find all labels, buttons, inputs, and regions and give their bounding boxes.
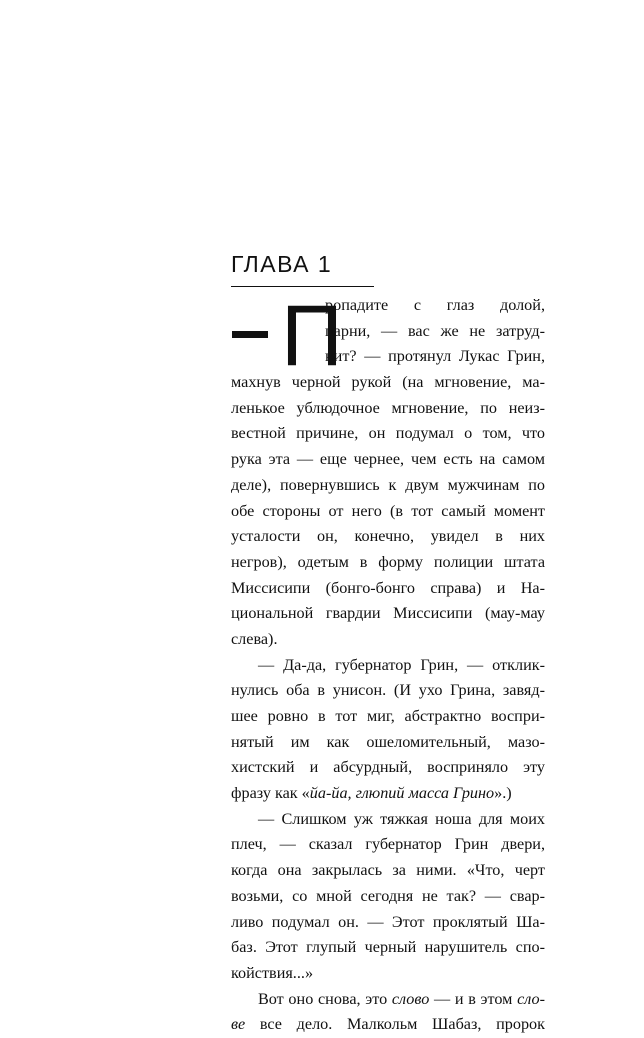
- text-line: негров), одетым в форму полиции штата: [231, 552, 545, 571]
- text-line: шее ровно в тот миг, абстрактно воспри-: [231, 707, 545, 725]
- text-fragment: Вот оно снова, это: [258, 989, 392, 1008]
- text-line: баз. Этот глупый черный нарушитель спо-: [231, 938, 545, 957]
- text-fragment: фразу как «: [231, 784, 310, 803]
- text-line: плеч, — сказал губернатор Грин двери,: [231, 835, 545, 854]
- text-line: когда она закрылась за ними. «Что, черт: [231, 861, 545, 880]
- body-text: [231, 288, 545, 1038]
- text-line: [231, 1012, 545, 1038]
- text-line: махнув черной рукой (на мгновение, ма-: [231, 373, 545, 392]
- italic-phrase: йа-йа, глюпий масса Грино: [309, 784, 495, 803]
- text-line: парни, — вас же не затруд-: [325, 321, 545, 340]
- text-fragment: ».): [494, 784, 512, 803]
- text-line: ленькое ублюдочное мгновение, по неиз-: [231, 398, 545, 417]
- text-line: нулись оба в унисон. (И ухо Грина, завяд-: [231, 681, 545, 700]
- text-line: — Слишком уж тяжкая ноша для моих: [258, 809, 545, 828]
- text-line: слева).: [231, 629, 278, 648]
- text-line: усталости он, конечно, увидел в них: [231, 527, 545, 546]
- text-fragment: — и в этом: [429, 989, 518, 1008]
- text-line: возьми, со мной сегодня не так? — свар-: [231, 886, 545, 905]
- text-line: циональной гвардии Миссисипи (мау-мау: [231, 604, 545, 623]
- chapter-title: ГЛАВА 1: [231, 251, 333, 277]
- text-line: ропадите с глаз долой,: [325, 296, 545, 314]
- text-line: хистский и абсурдный, восприняло эту: [231, 758, 545, 777]
- text-line: деле), повернувшись к двум мужчинам по: [231, 475, 545, 494]
- text-line: обе стороны от него (в тот самый момент: [231, 501, 545, 520]
- text-line: нятый им как ошеломительный, мазо-: [231, 732, 545, 751]
- text-line: рука эта — еще чернее, чем есть на самом: [231, 450, 545, 469]
- text-fragment: все дело. Малкольм Шабаз, пророк: [245, 1015, 545, 1034]
- text-line: ливо подумал он. — Этот проклятый Ша-: [231, 912, 545, 931]
- text-line: [231, 987, 545, 1013]
- text-line: вестной причине, он подумал о том, что: [231, 424, 545, 443]
- chapter-rule: [231, 286, 374, 287]
- text-line: [231, 781, 545, 807]
- text-line: — Да-да, губернатор Грин, — отклик-: [258, 655, 545, 674]
- italic-word: слово: [391, 989, 430, 1008]
- text-line: нит? — протянул Лукас Грин,: [325, 347, 545, 366]
- italic-word: сло-: [517, 989, 545, 1008]
- text-line: Миссисипи (бонго-бонго справа) и На-: [231, 578, 545, 597]
- italic-word: ве: [231, 1015, 246, 1034]
- text-line: койствия...»: [231, 963, 314, 982]
- drop-cap-letter: П: [281, 288, 343, 384]
